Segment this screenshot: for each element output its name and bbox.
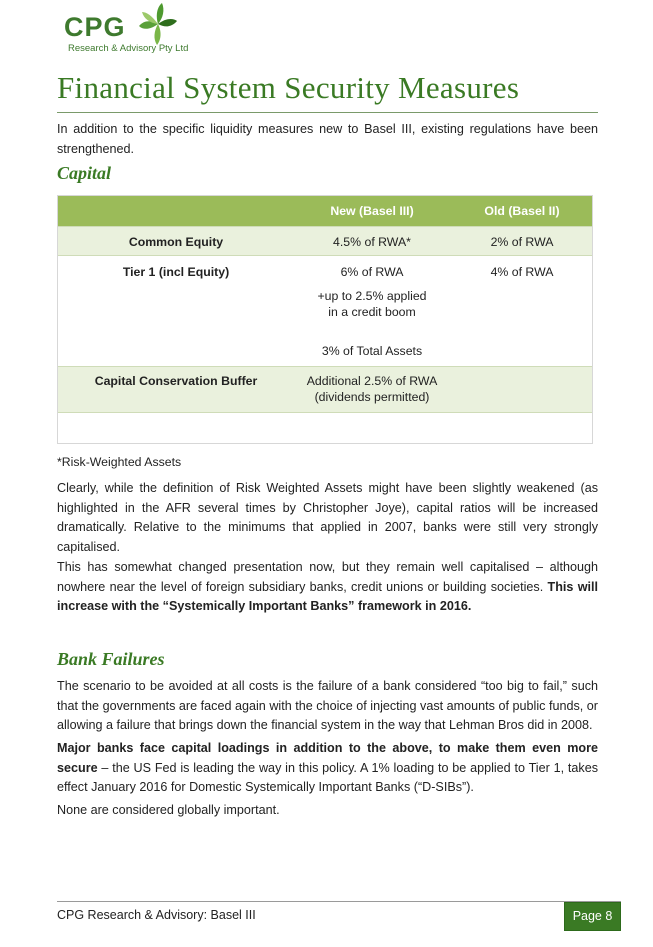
page-number-badge: Page 8 <box>564 902 621 931</box>
table-header-row <box>58 196 592 226</box>
capital-table <box>57 195 593 444</box>
paragraph-text: This has somewhat changed presentation now, but they remain well capitalised – although nowhere near the level of foreign subsidiary banks, credit unions or building societies. <box>57 560 598 594</box>
company-logo <box>64 4 224 60</box>
bank-failures-paragraph-3: None are considered globally important. <box>57 803 280 817</box>
page-title: Financial System Security Measures <box>57 70 520 105</box>
row-label: Common Equity <box>128 235 224 249</box>
footer-text: CPG Research & Advisory: Basel III <box>57 908 256 922</box>
header-cell-old: Old (Basel II) <box>484 204 560 218</box>
old-value: 4% of RWA <box>490 265 554 279</box>
new-value: 6% of RWA <box>340 265 404 279</box>
intro-paragraph: In addition to the specific liquidity measures new to Basel III, existing regulations have been strengthened. <box>57 122 598 156</box>
row-label: Tier 1 (incl Equity) <box>122 265 230 279</box>
bank-failures-paragraph-1: The scenario to be avoided at all costs is the failure of a bank considered “too big to fail,” such that the governments are faced again with the choice of injecting vast amounts of public funds, or allowing a failure that brings down the financial system in the way that Lehman Bros did in 2008. <box>57 679 598 732</box>
bank-failures-paragraph-2 <box>57 739 598 798</box>
table-footnote: *Risk-Weighted Assets <box>57 455 182 469</box>
header-cell-new: New (Basel III) <box>330 204 414 218</box>
table-row-conservation-buffer <box>58 366 592 413</box>
table-row-tier1 <box>58 256 592 366</box>
new-value-note: in a credit boom <box>328 305 416 319</box>
paragraph-emphasis: Major banks face capital loadings in addition to the above, to make them even more secure <box>57 741 598 775</box>
footer-divider <box>57 901 621 902</box>
row-label: Capital Conservation Buffer <box>94 374 258 388</box>
title-divider <box>57 112 598 113</box>
logo-name: CPG <box>64 12 126 42</box>
logo-subtitle: Research & Advisory Pty Ltd <box>68 43 189 54</box>
paragraph-emphasis: This will increase with the “Systemically Important Banks” framework in 2016. <box>57 579 598 613</box>
leaf-icon <box>138 2 178 46</box>
new-value: Additional 2.5% of RWA <box>306 374 438 388</box>
new-value: 4.5% of RWA* <box>333 235 411 249</box>
capital-paragraph-1: Clearly, while the definition of Risk Weighted Assets might have been slightly weakened (as highlighted in the AFR several times by Christopher Joye), capital ratios will be increased dramatically. Relative to the minimums that applied in 2007, banks were still very strongly capitalised. <box>57 481 598 554</box>
table-row-common-equity <box>58 226 592 256</box>
new-value-note: +up to 2.5% applied <box>317 289 427 303</box>
paragraph-text: – the US Fed is leading the way in this policy. A 1% loading to be applied to Tier 1, takes effect January 2016 for Domestic Systemically Important Banks (“D-SIBs”). <box>57 760 598 794</box>
old-value: 2% of RWA <box>490 235 554 249</box>
capital-heading: Capital <box>57 163 112 183</box>
new-value-leverage: 3% of Total Assets <box>321 344 423 358</box>
bank-failures-heading: Bank Failures <box>57 649 165 669</box>
new-value-note: (dividends permitted) <box>314 390 430 404</box>
capital-paragraph-2 <box>57 558 598 617</box>
